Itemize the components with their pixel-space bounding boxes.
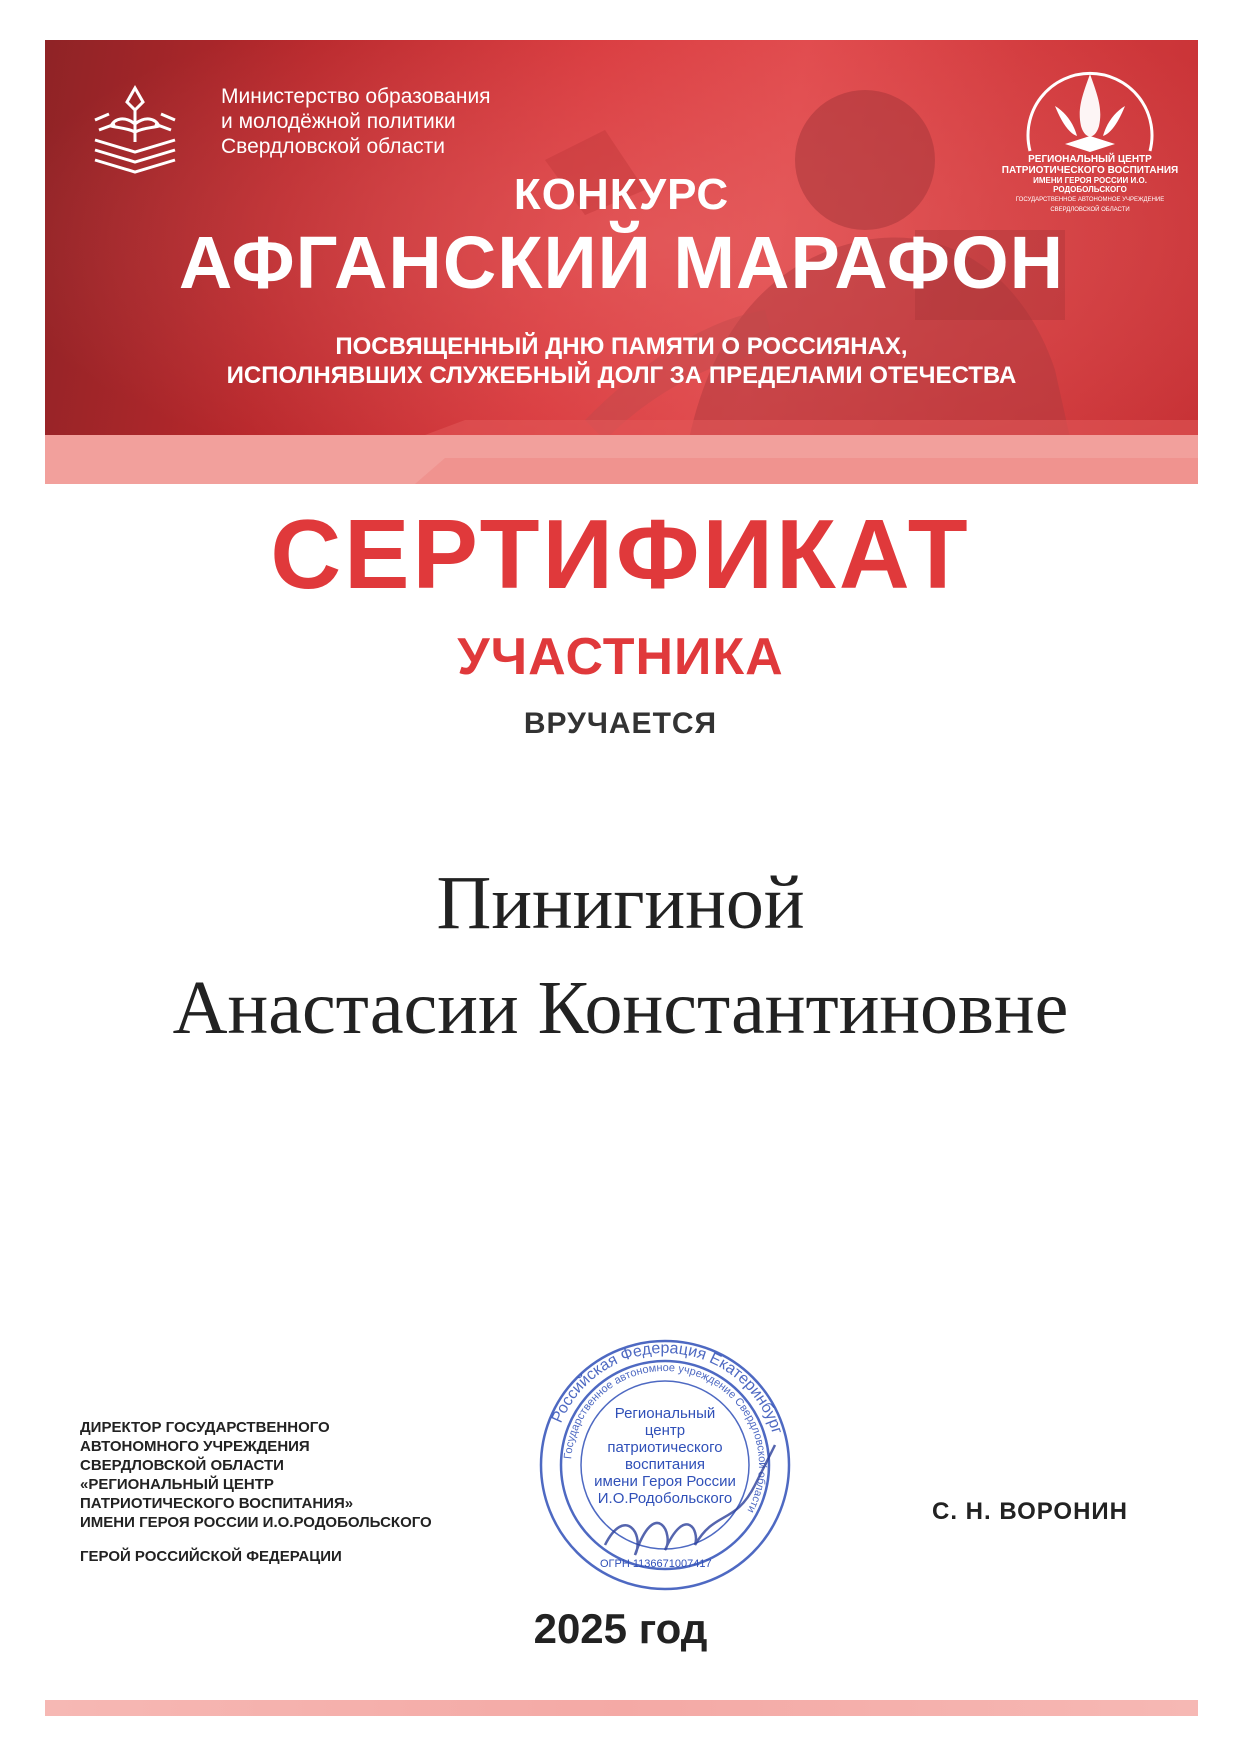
stamp-center-text (590, 1405, 740, 1507)
certificate-year: 2025 год (533, 1605, 708, 1652)
center-small-line: СВЕРДЛОВСКОЙ ОБЛАСТИ (1050, 207, 1130, 213)
contest-title: АФГАНСКИЙ МАРАФОН (178, 221, 1065, 304)
stamp-line: Региональный (614, 1405, 716, 1422)
recipient-given-names: Анастасии Константиновне (172, 966, 1069, 1050)
director-line: ДИРЕКТОР ГОСУДАРСТВЕННОГО (80, 1419, 330, 1436)
signer-name: С. Н. ВОРОНИН (932, 1498, 1129, 1525)
dedication-line: ИСПОЛНЯВШИХ СЛУЖЕБНЫЙ ДОЛГ ЗА ПРЕДЕЛАМИ ОТЕЧЕСТВА (226, 362, 1017, 389)
stamp-line: И.О.Родобольского (597, 1490, 733, 1507)
director-line: ПАТРИОТИЧЕСКОГО ВОСПИТАНИЯ» (80, 1495, 354, 1512)
ministry-line: Свердловской области (221, 135, 446, 158)
stamp-line: патриотического (607, 1439, 723, 1456)
contest-label: КОНКУРС (513, 170, 730, 219)
contest-dedication (45, 332, 1198, 390)
hero-title: ГЕРОЙ РОССИЙСКОЙ ФЕДЕРАЦИИ (80, 1548, 342, 1565)
recipient-surname: Пинигиной (436, 861, 805, 945)
stamp-line: центр (644, 1422, 686, 1439)
stamp-ogrn: ОГРН 1136671007417 (600, 1558, 712, 1570)
center-line: ПАТРИОТИЧЕСКОГО ВОСПИТАНИЯ (1001, 165, 1179, 176)
director-title (80, 1418, 432, 1532)
stamp-outer-path: Российская Федерация Екатеринбург (548, 1339, 786, 1437)
stamp-line: имени Героя России (594, 1473, 736, 1490)
ministry-line: Министерство образования (221, 85, 491, 108)
footer-stripe (45, 1700, 1198, 1716)
director-line: СВЕРДЛОВСКОЙ ОБЛАСТИ (80, 1457, 284, 1474)
ministry-name (221, 84, 491, 159)
header-banner (45, 40, 1198, 484)
certificate-subtitle: УЧАСТНИКА (457, 628, 784, 686)
stamp-middle-path: Государственное автономное учреждение Свердловской области (562, 1361, 769, 1515)
director-line: АВТОНОМНОГО УЧРЕЖДЕНИЯ (80, 1438, 310, 1455)
center-small-line: ГОСУДАРСТВЕННОЕ АВТОНОМНОЕ УЧРЕЖДЕНИЕ (1015, 197, 1165, 203)
certificate-title: СЕРТИФИКАТ (270, 499, 971, 609)
director-line: «РЕГИОНАЛЬНЫЙ ЦЕНТР (80, 1476, 274, 1493)
stamp-line: воспитания (625, 1456, 705, 1473)
dedication-line: ПОСВЯЩЕННЫЙ ДНЮ ПАМЯТИ О РОССИЯНАХ, (335, 333, 908, 360)
center-line: РЕГИОНАЛЬНЫЙ ЦЕНТР (1028, 154, 1152, 165)
ministry-line: и молодёжной политики (221, 110, 456, 133)
ministry-logo-icon (85, 80, 185, 180)
director-line: ИМЕНИ ГЕРОЯ РОССИИ И.О.РОДОБОЛЬСКОГО (80, 1514, 432, 1531)
center-line: ИМЕНИ ГЕРОЯ РОССИИ И.О. РОДОБОЛЬСКОГО (1033, 176, 1147, 194)
awarded-label: ВРУЧАЕТСЯ (523, 707, 718, 740)
